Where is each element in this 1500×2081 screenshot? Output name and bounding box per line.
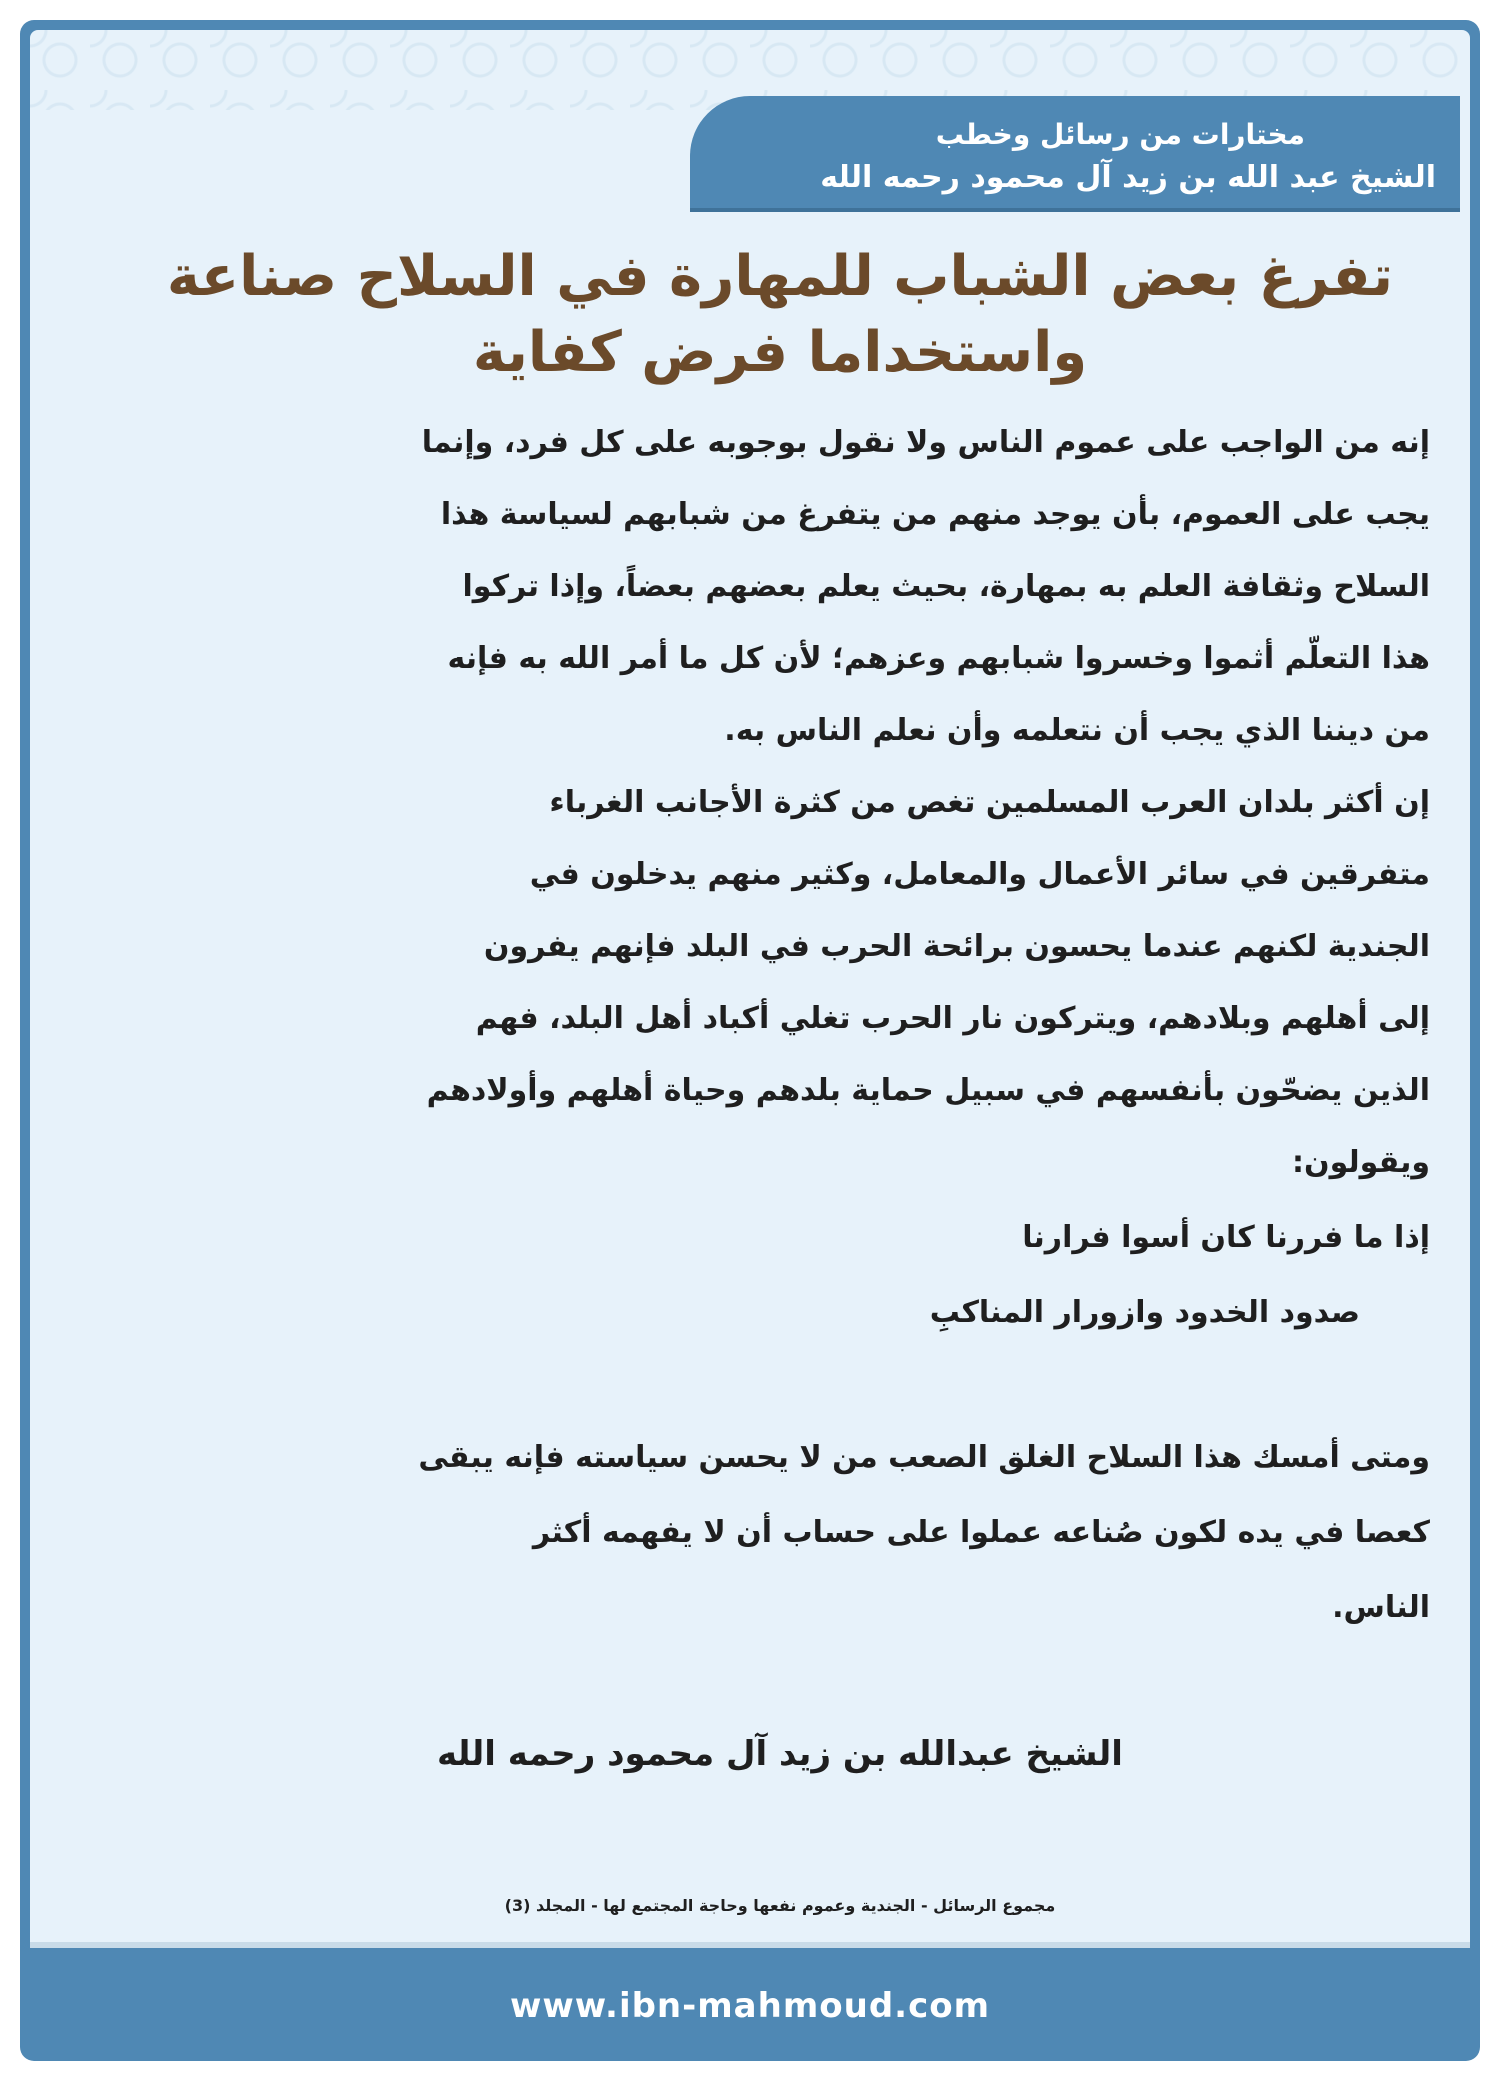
poem-verse-1: إذا ما فررنا كان أسوا فرارنا bbox=[1022, 1220, 1430, 1255]
body-line: الجندية لكنهم عندما يحسون برائحة الحرب في البلد فإنهم يفرون bbox=[483, 929, 1430, 964]
body-line: إلى أهلهم وبلادهم، ويتركون نار الحرب تغلي أكباد أهل البلد، فهم bbox=[475, 1001, 1430, 1036]
body-line: ومتى أمسك هذا السلاح الغلق الصعب من لا يحسن سياسته فإنه يبقى bbox=[418, 1440, 1430, 1475]
content-panel bbox=[30, 30, 1470, 1942]
page-frame bbox=[20, 20, 1480, 2061]
body-line: يجب على العموم، بأن يوجد منهم من يتفرغ من شبابهم لسياسة هذا bbox=[440, 497, 1430, 532]
body-line: إن أكثر بلدان العرب المسلمين تغص من كثرة الأجانب الغرباء bbox=[549, 785, 1430, 820]
body-line: ويقولون: bbox=[1292, 1145, 1430, 1180]
article-title-line-2: واستخداما فرض كفاية bbox=[472, 320, 1088, 385]
body-line: من ديننا الذي يجب أن نتعلمه وأن نعلم الناس به. bbox=[724, 713, 1430, 748]
body-line: كعصا في يده لكون صُناعه عملوا على حساب أن لا يفهمه أكثر bbox=[532, 1515, 1430, 1550]
body-line: إنه من الواجب على عموم الناس ولا نقول بوجوبه على كل فرد، وإنما bbox=[421, 425, 1430, 460]
body-line: هذا التعلّم أثموا وخسروا شبابهم وعزهم؛ لأن كل ما أمر الله به فإنه bbox=[447, 641, 1430, 676]
header-collection-title: مختارات من رسائل وخطب bbox=[935, 118, 1305, 151]
header-banner bbox=[690, 96, 1460, 208]
poem-verse-2: صدود الخدود وازورار المناكبِ bbox=[929, 1295, 1360, 1330]
panel-divider bbox=[30, 1942, 1470, 1948]
article-title-line-1: تفرغ بعض الشباب للمهارة في السلاح صناعة bbox=[166, 244, 1394, 309]
body-line: الذين يضحّون بأنفسهم في سبيل حماية بلدهم وحياة أهلهم وأولادهم bbox=[426, 1073, 1430, 1108]
body-line: الناس. bbox=[1332, 1590, 1430, 1625]
header-author-name: الشيخ عبد الله بن زيد آل محمود رحمه الله bbox=[820, 160, 1436, 195]
website-link[interactable]: www.ibn-mahmoud.com bbox=[509, 1986, 991, 2026]
author-signature: الشيخ عبدالله بن زيد آل محمود رحمه الله bbox=[437, 1734, 1123, 1774]
body-line: السلاح وثقافة العلم به بمهارة، بحيث يعلم بعضهم بعضاً، وإذا تركوا bbox=[462, 569, 1430, 604]
body-line: متفرقين في سائر الأعمال والمعامل، وكثير منهم يدخلون في bbox=[529, 857, 1430, 892]
source-citation: مجموع الرسائل - الجندية وعموم نفعها وحاجة المجتمع لها - المجلد (3) bbox=[504, 1896, 1056, 1915]
